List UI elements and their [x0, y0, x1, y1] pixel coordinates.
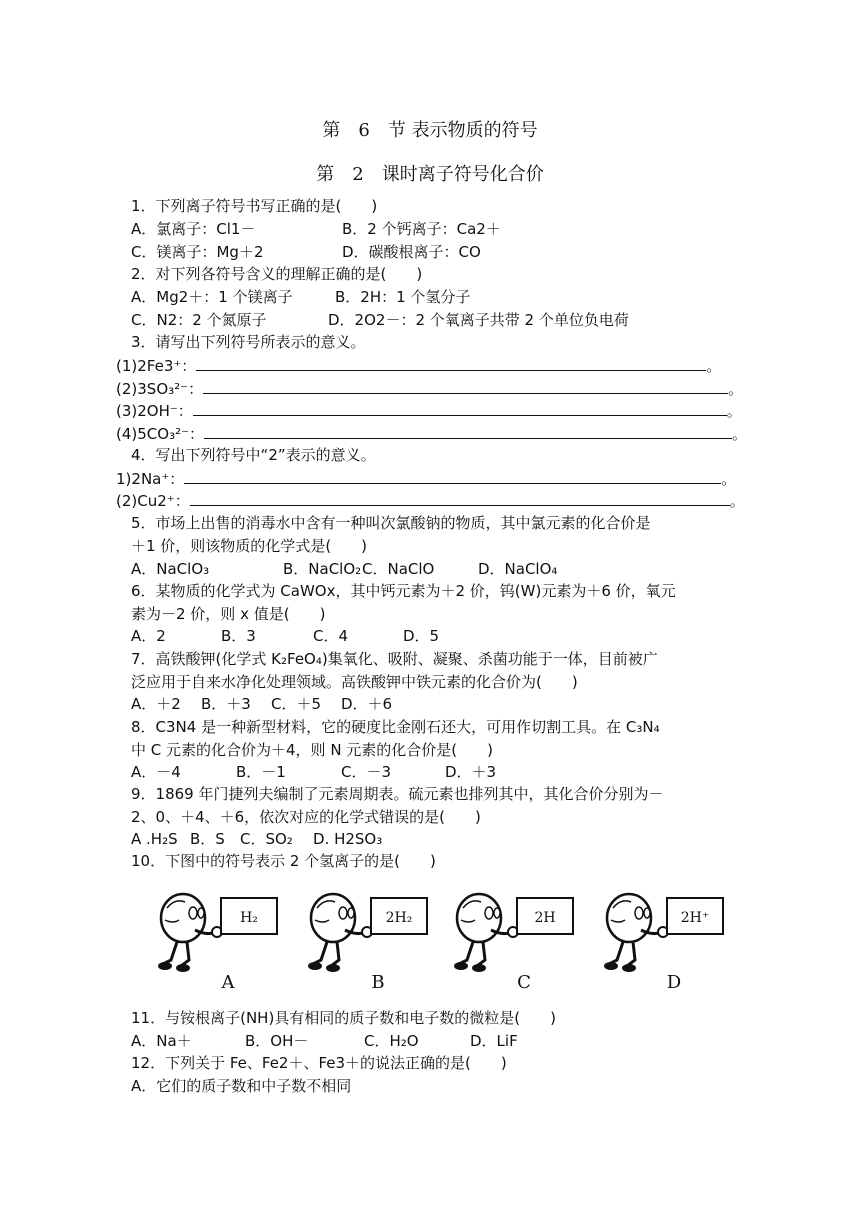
question-6: 6．某物质的化学式为 CaWOx，其中钙元素为＋2 价，钨(W)元素为＋6 价，氧元	[131, 582, 676, 600]
q3-item-4	[116, 423, 747, 444]
question-5: 5．市场上出售的消毒水中含有一种叫次氯酸钠的物质，其中氯元素的化合价是	[131, 514, 651, 532]
question-3: 3．请写出下列符号所表示的意义。	[131, 333, 366, 351]
period: 。	[729, 492, 745, 510]
q1-option-c: C．镁离子：Mg＋2	[131, 243, 264, 261]
q9-option-c: C．SO₂	[240, 830, 293, 848]
q11-option-a: A．Na＋	[131, 1032, 192, 1050]
character-eye	[348, 908, 354, 918]
q5-option-b: B．NaClO₂	[283, 560, 362, 578]
question-6-cont: 素为－2 价，则 x 值是( )	[131, 605, 326, 623]
character-foot	[454, 962, 468, 970]
q6-option-c: C．4	[313, 627, 349, 645]
sign-box-label: H₂	[240, 910, 258, 926]
q1-option-b: B．2 个钙离子：Ca2＋	[342, 220, 501, 238]
question-8: 8．C3N4 是一种新型材料，它的硬度比金刚石还大，可用作切割工具。在 C₃N₄	[131, 718, 660, 736]
q2-option-c: C．N2：2 个氮原子	[131, 311, 267, 329]
sign-box-label: 2H⁺	[680, 910, 710, 926]
q9-option-b: B．S	[190, 830, 225, 848]
q4-item-1	[116, 468, 736, 489]
figure-letter: D	[666, 972, 682, 990]
q5-option-c: C．NaClO	[362, 560, 435, 578]
period: 。	[706, 357, 722, 375]
q8-option-d: D．＋3	[445, 763, 497, 781]
q2-option-a: A．Mg2＋：1 个镁离子	[131, 288, 293, 306]
q7-option-c: C．＋5	[271, 695, 322, 713]
lesson-title: 第 2 课时离子符号化合价	[316, 164, 544, 185]
q5-option-a: A．NaClO₃	[131, 560, 210, 578]
q3-item-2	[116, 378, 743, 399]
q11-option-d: D．LiF	[470, 1032, 518, 1050]
q2-option-d: D．2O2－：2 个氧离子共带 2 个单位负电荷	[328, 311, 629, 329]
hydrogen-symbol-figure	[155, 880, 725, 990]
answer-blank[interactable]	[204, 423, 732, 439]
question-2: 2．对下列各符号含义的理解正确的是( )	[131, 265, 423, 283]
q3-item-1-label: (1)2Fe3⁺：	[116, 357, 197, 375]
q4-item-2	[116, 490, 745, 511]
q8-option-a: A．－4	[131, 763, 181, 781]
character-foot	[308, 962, 322, 970]
q11-option-c: C．H₂O	[364, 1032, 419, 1050]
figure-letter: C	[517, 972, 531, 990]
q7-option-d: D．＋6	[341, 695, 393, 713]
q3-item-3-label: (3)2OH⁻：	[116, 402, 193, 420]
q4-item-2-label: (2)Cu2⁺：	[116, 492, 190, 510]
question-8-cont: 中 C 元素的化合价为＋4，则 N 元素的化合价是( )	[131, 741, 494, 759]
question-7-cont: 泛应用于自来水净化处理领域。高铁酸钾中铁元素的化合价为( )	[131, 673, 578, 691]
answer-blank[interactable]	[196, 355, 706, 371]
question-4: 4．写出下列符号中“2”表示的意义。	[131, 446, 376, 464]
q1-option-d: D．碳酸根离子：CO	[342, 243, 481, 261]
character-eye	[485, 907, 493, 919]
question-9-cont: 2、0、＋4、＋6，依次对应的化学式错误的是( )	[131, 808, 481, 826]
q9-option-a: A .H₂S	[131, 830, 178, 848]
character-eye	[635, 907, 643, 919]
answer-blank[interactable]	[184, 468, 721, 484]
period: 。	[726, 402, 742, 420]
period: 。	[732, 425, 748, 443]
character-foot	[326, 964, 340, 972]
q3-item-1	[116, 355, 721, 376]
question-10: 10．下图中的符号表示 2 个氢离子的是( )	[131, 852, 436, 870]
question-9: 9．1869 年门捷列夫编制了元素周期表。硫元素也排列其中，其化合价分别为－	[131, 785, 664, 803]
character-foot	[176, 964, 190, 972]
figure-panel	[158, 894, 277, 990]
sign-box-label: 2H₂	[385, 910, 413, 926]
q9-option-d: D. H2SO₃	[313, 830, 383, 848]
q2-option-b: B．2H：1 个氢分子	[335, 288, 471, 306]
character-foot	[622, 964, 636, 972]
figure-letter: B	[371, 972, 385, 990]
q3-item-2-label: (2)3SO₃²⁻：	[116, 380, 204, 398]
character-eye	[339, 907, 347, 919]
q5-option-d: D．NaClO₄	[478, 560, 558, 578]
character-eye	[198, 908, 204, 918]
answer-blank[interactable]	[193, 400, 727, 416]
figure-panel	[308, 894, 427, 990]
figure-panel	[604, 894, 723, 990]
character-foot	[158, 962, 172, 970]
answer-blank[interactable]	[190, 490, 730, 506]
question-7: 7．高铁酸钾(化学式 K₂FeO₄)集氧化、吸附、凝聚、杀菌功能于一体，目前被广	[131, 650, 658, 668]
q4-item-1-label: 1)2Na⁺：	[116, 470, 185, 488]
figure-letter: A	[221, 972, 235, 990]
character-eye	[189, 907, 197, 919]
q6-option-a: A．2	[131, 627, 166, 645]
section-title: 第 6 节 表示物质的符号	[322, 120, 538, 141]
q3-item-4-label: (4)5CO₃²⁻：	[116, 425, 205, 443]
character-eye	[494, 908, 500, 918]
period: 。	[721, 470, 737, 488]
q3-item-3	[116, 400, 742, 421]
question-1: 1．下列离子符号书写正确的是( )	[131, 197, 378, 215]
q7-option-a: A．＋2	[131, 695, 181, 713]
period: 。	[728, 380, 744, 398]
answer-blank[interactable]	[203, 378, 728, 394]
q8-option-c: C．－3	[341, 763, 392, 781]
q1-option-a: A．氯离子：Cl1－	[131, 220, 256, 238]
character-foot	[604, 962, 618, 970]
sign-box-label: 2H	[534, 910, 556, 926]
question-11: 11．与铵根离子(NH)具有相同的质子数和电子数的微粒是( )	[131, 1009, 556, 1027]
q8-option-b: B．－1	[236, 763, 286, 781]
q6-option-b: B．3	[221, 627, 256, 645]
q11-option-b: B．OH－	[245, 1032, 309, 1050]
question-5-cont: ＋1 价，则该物质的化学式是( )	[131, 537, 368, 555]
character-eye	[644, 908, 650, 918]
q7-option-b: B．＋3	[201, 695, 251, 713]
question-12: 12．下列关于 Fe、Fe2＋、Fe3＋的说法正确的是( )	[131, 1054, 507, 1072]
figure-panel	[454, 894, 573, 990]
q12-option-a: A．它们的质子数和中子数不相同	[131, 1077, 352, 1095]
q6-option-d: D．5	[403, 627, 440, 645]
character-foot	[472, 964, 486, 972]
